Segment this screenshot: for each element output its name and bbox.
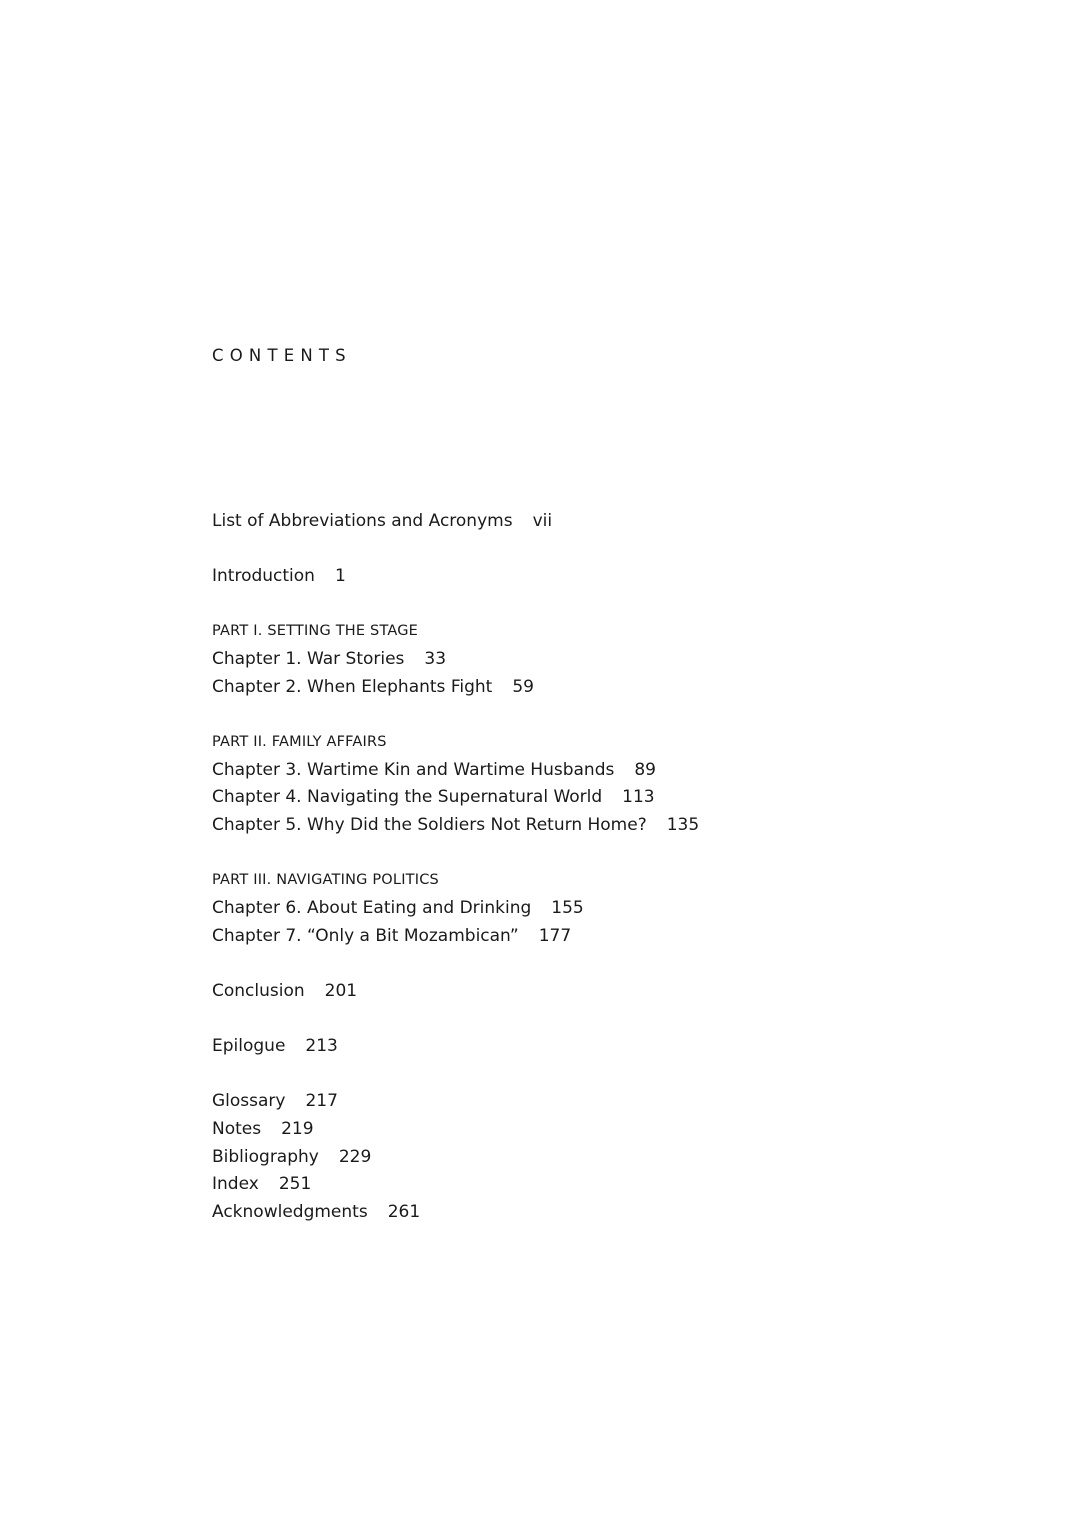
toc-entry[interactable] <box>212 674 972 702</box>
toc-group-introduction <box>212 563 972 591</box>
toc-entry[interactable] <box>212 1144 972 1172</box>
toc-entry[interactable] <box>212 1088 972 1116</box>
toc-entry-page: 251 <box>278 1174 312 1195</box>
toc-entry-page: 217 <box>305 1091 338 1112</box>
toc-group-part-1 <box>212 618 972 701</box>
toc-entry[interactable] <box>212 1199 972 1227</box>
toc-entry[interactable] <box>212 978 972 1006</box>
toc-entry[interactable] <box>212 1116 972 1144</box>
toc-group-front-matter <box>212 508 972 536</box>
toc-entry-page: 1 <box>334 566 346 587</box>
toc-entry-page: 229 <box>338 1146 372 1167</box>
toc-entry[interactable] <box>212 1033 972 1061</box>
toc-entry[interactable] <box>212 923 972 951</box>
toc-entry-title: Chapter 3. Wartime Kin and Wartime Husbands <box>212 759 615 780</box>
toc-entry-page: 219 <box>281 1118 314 1139</box>
toc-entry-title: Glossary <box>212 1091 286 1112</box>
toc-entry-page: 201 <box>324 980 358 1001</box>
toc-group-part-3 <box>212 867 972 950</box>
toc-entry-page: vii <box>532 511 553 531</box>
toc-entry-title: Index <box>212 1174 259 1195</box>
table-of-contents <box>212 508 972 1254</box>
toc-group-epilogue <box>212 1033 972 1061</box>
toc-entry-title: Chapter 1. War Stories <box>212 649 405 670</box>
toc-entry-page: 33 <box>424 649 447 670</box>
toc-entry[interactable] <box>212 563 972 591</box>
toc-entry-page: 135 <box>666 815 700 835</box>
toc-entry-title: Chapter 4. Navigating the Supernatural World <box>212 787 603 808</box>
part-heading: PART III. NAVIGATING POLITICS <box>212 872 439 889</box>
toc-group-conclusion <box>212 978 972 1006</box>
toc-entry-title: Epilogue <box>212 1035 286 1056</box>
toc-entry[interactable] <box>212 784 972 812</box>
toc-group-back-matter <box>212 1088 972 1226</box>
toc-entry[interactable] <box>212 812 972 840</box>
toc-entry-title: List of Abbreviations and Acronyms <box>212 511 513 531</box>
toc-entry-page: 59 <box>512 676 534 697</box>
toc-entry[interactable] <box>212 895 972 923</box>
toc-entry-title: Chapter 2. When Elephants Fight <box>212 676 493 697</box>
toc-entry-page: 89 <box>634 759 656 780</box>
toc-entry-title: Notes <box>212 1118 262 1139</box>
toc-entry[interactable] <box>212 757 972 785</box>
page-title: CONTENTS <box>212 346 352 365</box>
toc-entry-title: Conclusion <box>212 980 305 1001</box>
toc-entry-title: Chapter 6. About Eating and Drinking <box>212 897 532 918</box>
toc-entry-title: Bibliography <box>212 1146 319 1167</box>
part-heading: PART II. FAMILY AFFAIRS <box>212 733 387 750</box>
toc-entry-page: 261 <box>387 1201 421 1222</box>
toc-entry[interactable] <box>212 1171 972 1199</box>
toc-entry-page: 177 <box>538 925 572 946</box>
toc-entry[interactable] <box>212 508 972 536</box>
toc-entry[interactable] <box>212 646 972 674</box>
toc-entry-title: Introduction <box>212 566 315 587</box>
toc-entry-title: Chapter 5. Why Did the Soldiers Not Return Home? <box>212 815 647 835</box>
toc-entry-page: 155 <box>551 897 584 918</box>
toc-entry-title: Chapter 7. “Only a Bit Mozambican” <box>212 925 519 946</box>
part-heading: PART I. SETTING THE STAGE <box>212 623 419 640</box>
toc-entry-page: 213 <box>305 1035 338 1056</box>
toc-group-part-2 <box>212 729 972 840</box>
toc-entry-page: 113 <box>622 787 655 808</box>
toc-entry-title: Acknowledgments <box>212 1201 368 1222</box>
